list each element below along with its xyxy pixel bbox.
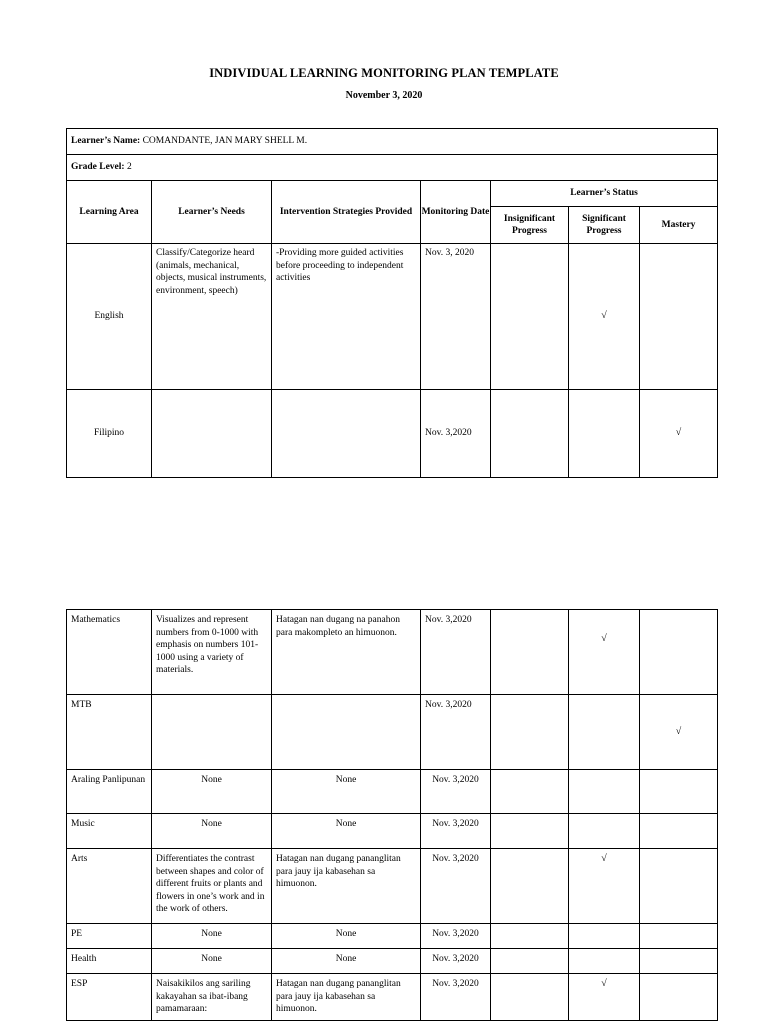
significant-cell xyxy=(569,849,640,924)
mastery-cell xyxy=(640,924,718,949)
intervention-cell: Hatagan nan dugang pananglitan para jauy ija kabasehan sa himuonon. xyxy=(272,849,421,924)
learning-area-cell: Filipino xyxy=(67,390,152,478)
monitoring-table-page2 xyxy=(66,609,718,1021)
header-intervention: Intervention Strategies Provided xyxy=(272,181,421,244)
table-row xyxy=(67,244,718,390)
insignificant-cell xyxy=(491,814,569,849)
significant-cell xyxy=(569,390,640,478)
significant-cell xyxy=(569,770,640,814)
learning-area-cell: Health xyxy=(67,949,152,974)
monitoring-date-cell: Nov. 3,2020 xyxy=(421,974,491,1021)
intervention-cell: Hatagan nan dugang na panahon para makompleto an himuonon. xyxy=(272,610,421,695)
check-mark: √ xyxy=(675,725,682,737)
monitoring-date-cell: Nov. 3,2020 xyxy=(421,390,491,478)
learners-needs-cell: None xyxy=(152,814,272,849)
significant-cell xyxy=(569,610,640,695)
insignificant-cell xyxy=(491,924,569,949)
check-mark: √ xyxy=(601,632,607,644)
table-row xyxy=(67,390,718,478)
monitoring-date-cell: Nov. 3,2020 xyxy=(421,849,491,924)
check-mark: √ xyxy=(601,978,607,989)
insignificant-cell xyxy=(491,610,569,695)
learners-needs-cell xyxy=(152,695,272,770)
mastery-cell xyxy=(640,390,718,478)
significant-cell xyxy=(569,814,640,849)
insignificant-cell xyxy=(491,390,569,478)
learners-needs-cell: Naisakikilos ang sariling kakayahan sa ibat-ibang pamamaraan: xyxy=(152,974,272,1021)
table-row xyxy=(67,695,718,770)
significant-cell xyxy=(569,924,640,949)
learning-area-cell: Music xyxy=(67,814,152,849)
table-row xyxy=(67,924,718,949)
learning-area-cell: PE xyxy=(67,924,152,949)
document-title: INDIVIDUAL LEARNING MONITORING PLAN TEMPLATE xyxy=(209,66,559,80)
header-mastery: Mastery xyxy=(640,207,718,244)
table-row xyxy=(67,610,718,695)
learners-needs-cell: Visualizes and represent numbers from 0-1000 with emphasis on numbers 101-1000 using a variety of materials. xyxy=(152,610,272,695)
learning-area-cell: ESP xyxy=(67,974,152,1021)
grade-level-value: 2 xyxy=(126,162,132,173)
learner-name-label: Learner’s Name: xyxy=(71,136,141,147)
mastery-cell xyxy=(640,244,718,390)
header-insignificant-progress: Insignificant Progress xyxy=(491,207,569,244)
learners-needs-cell: None xyxy=(152,924,272,949)
mastery-cell xyxy=(640,610,718,695)
intervention-cell: None xyxy=(272,949,421,974)
intervention-cell: Hatagan nan dugang pananglitan para jauy ija kabasehan sa himuonon. xyxy=(272,974,421,1021)
learning-area-cell: English xyxy=(67,244,152,390)
significant-cell xyxy=(569,974,640,1021)
header-learning-area: Learning Area xyxy=(67,181,152,244)
learning-area-cell: Mathematics xyxy=(67,610,152,695)
intervention-cell: -Providing more guided activities before proceeding to independent activities xyxy=(272,244,421,390)
monitoring-table-page1 xyxy=(66,128,718,478)
monitoring-date-cell: Nov. 3,2020 xyxy=(421,610,491,695)
insignificant-cell xyxy=(491,770,569,814)
grade-level-label: Grade Level: xyxy=(71,162,125,173)
monitoring-date-cell: Nov. 3, 2020 xyxy=(421,244,491,390)
intervention-cell: None xyxy=(272,770,421,814)
learner-name-row xyxy=(67,129,718,155)
check-mark: √ xyxy=(675,427,682,439)
learners-needs-cell: None xyxy=(152,949,272,974)
table-row xyxy=(67,770,718,814)
table-row xyxy=(67,849,718,924)
learners-needs-cell xyxy=(152,390,272,478)
table-row xyxy=(67,814,718,849)
monitoring-date-cell: Nov. 3,2020 xyxy=(421,814,491,849)
insignificant-cell xyxy=(491,849,569,924)
intervention-cell: None xyxy=(272,924,421,949)
mastery-cell xyxy=(640,849,718,924)
significant-cell xyxy=(569,244,640,390)
header-significant-progress: Significant Progress xyxy=(569,207,640,244)
monitoring-date-cell: Nov. 3,2020 xyxy=(421,949,491,974)
insignificant-cell xyxy=(491,949,569,974)
insignificant-cell xyxy=(491,244,569,390)
mastery-cell xyxy=(640,814,718,849)
mastery-cell xyxy=(640,949,718,974)
intervention-cell xyxy=(272,695,421,770)
monitoring-date-cell: Nov. 3,2020 xyxy=(421,924,491,949)
learning-area-cell: Arts xyxy=(67,849,152,924)
learning-area-cell: MTB xyxy=(67,695,152,770)
monitoring-date-cell: Nov. 3,2020 xyxy=(421,695,491,770)
learning-area-cell: Araling Panlipunan xyxy=(67,770,152,814)
learners-needs-cell: None xyxy=(152,770,272,814)
insignificant-cell xyxy=(491,974,569,1021)
mastery-cell xyxy=(640,974,718,1021)
document-date: November 3, 2020 xyxy=(345,90,423,101)
intervention-cell: None xyxy=(272,814,421,849)
significant-cell xyxy=(569,949,640,974)
table-row xyxy=(67,974,718,1021)
check-mark: √ xyxy=(601,853,607,864)
intervention-cell xyxy=(272,390,421,478)
table-row xyxy=(67,949,718,974)
grade-level-row xyxy=(67,155,718,181)
insignificant-cell xyxy=(491,695,569,770)
learners-needs-cell: Classify/Categorize heard (animals, mechanical, objects, musical instruments, environment, speech) xyxy=(152,244,272,390)
mastery-cell xyxy=(640,695,718,770)
significant-cell xyxy=(569,695,640,770)
header-learners-status: Learner’s Status xyxy=(491,181,718,207)
check-mark: √ xyxy=(601,310,607,322)
header-monitoring-date: Monitoring Date xyxy=(421,181,491,244)
mastery-cell xyxy=(640,770,718,814)
monitoring-date-cell: Nov. 3,2020 xyxy=(421,770,491,814)
learners-needs-cell: Differentiates the contrast between shapes and color of different fruits or plants and flowers in one’s work and in the work of others. xyxy=(152,849,272,924)
learner-name-value: COMANDANTE, JAN MARY SHELL M. xyxy=(142,136,308,147)
header-learners-needs: Learner’s Needs xyxy=(152,181,272,244)
